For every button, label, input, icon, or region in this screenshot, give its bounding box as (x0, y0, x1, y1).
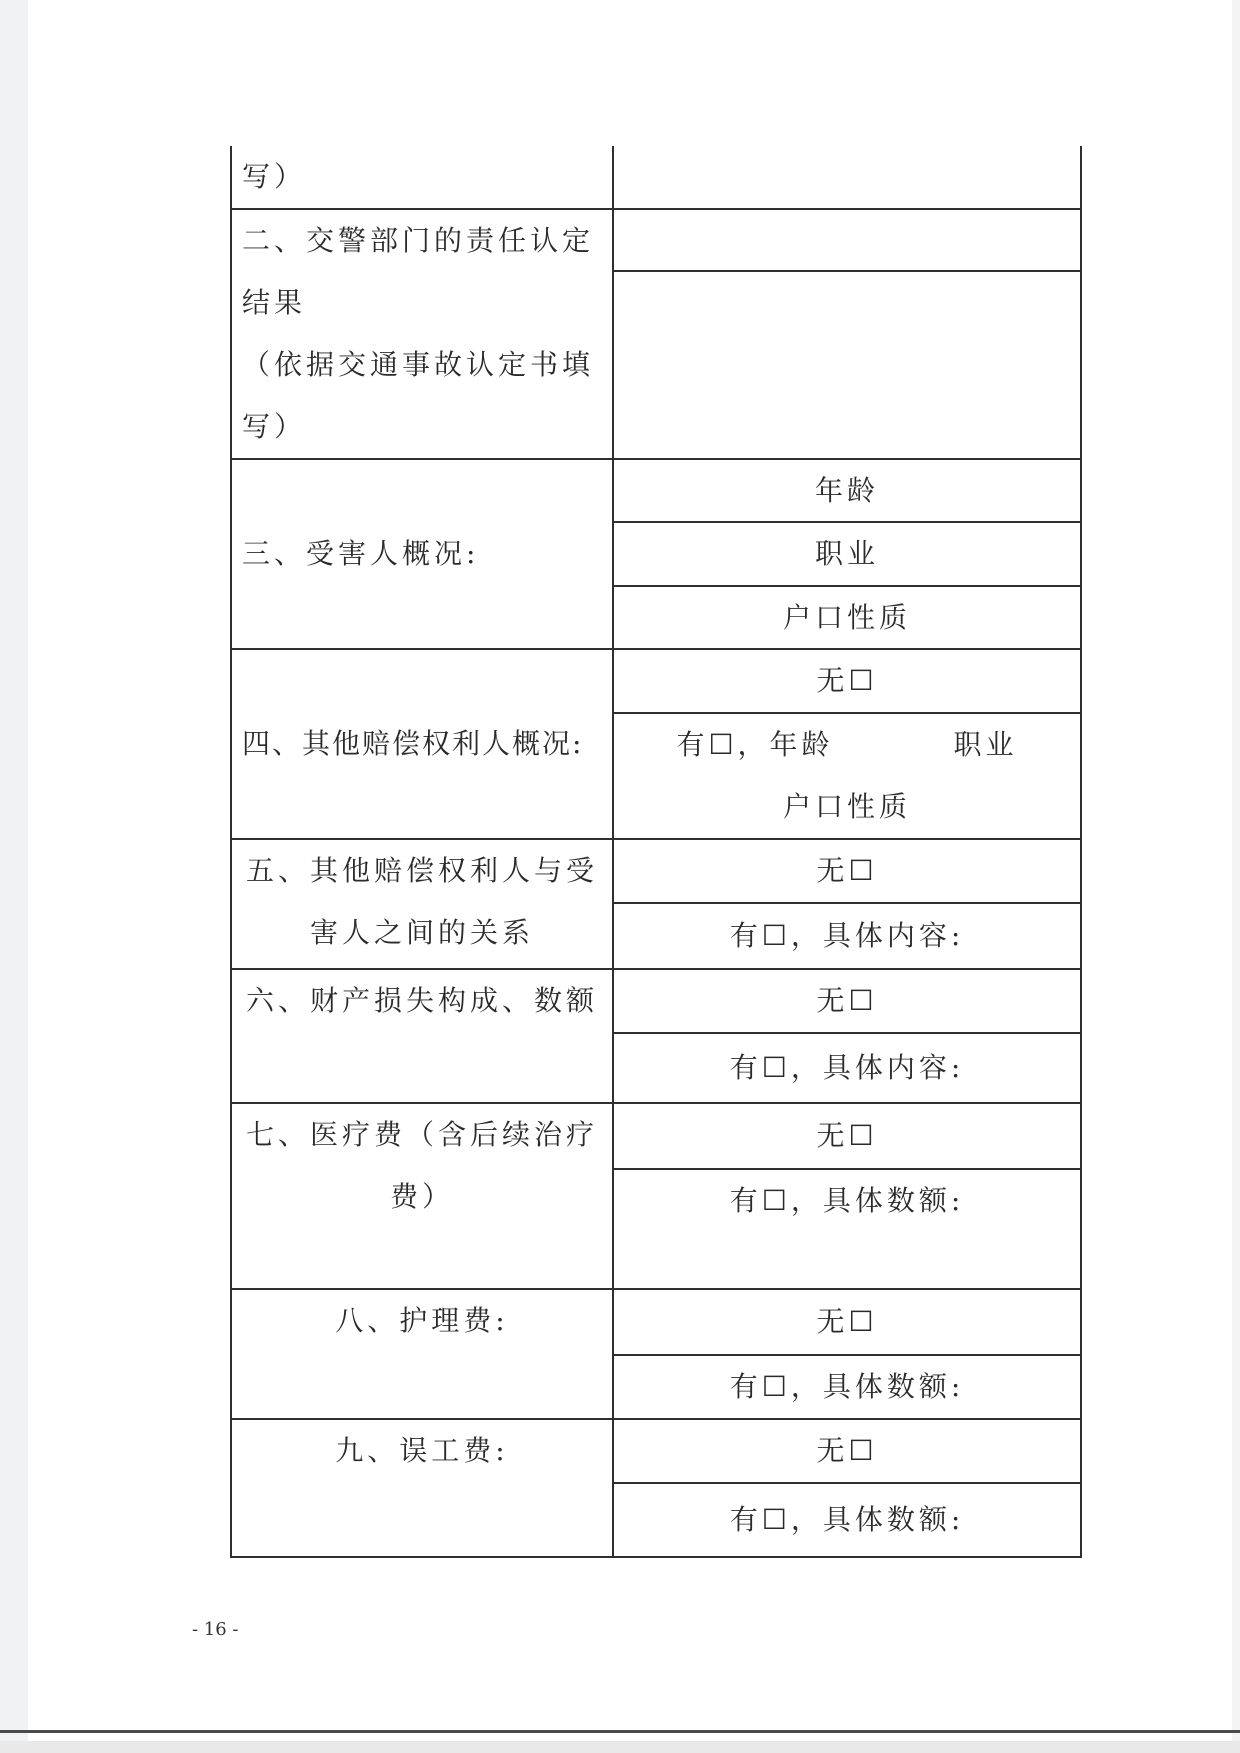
row7-has-option[interactable] (614, 1170, 1082, 1290)
row2-label-line4: 写） (242, 410, 307, 443)
row3-occupation[interactable] (614, 523, 1082, 587)
row7-label-line2: 费） (389, 1180, 454, 1213)
row7-none-option[interactable] (614, 1104, 1082, 1170)
row1-label (230, 146, 614, 210)
row3-label-text: 三、受害人概况: (242, 537, 480, 570)
row2-label-line3: （依据交通事故认定书填 (242, 348, 595, 381)
row2-label-line1: 二、交警部门的责任认定 (242, 224, 595, 257)
row8-has-option[interactable] (614, 1356, 1082, 1420)
row9-has-label: 有☐，具体数额: (729, 1503, 965, 1536)
row6-label-text: 六、财产损失构成、数额 (245, 984, 598, 1017)
row5-label (230, 840, 614, 970)
row9-label (230, 1420, 614, 1558)
row5-none-label: 无☐ (816, 854, 878, 887)
row5-none-option[interactable] (614, 840, 1082, 904)
row4-hukou-label: 户口性质 (782, 790, 911, 823)
scan-edge-left (0, 0, 28, 1753)
row4-occupation-label: 职业 (953, 728, 1018, 761)
row1-label-text: 写） (242, 160, 307, 193)
row7-label (230, 1104, 614, 1290)
row5-label-line2: 害人之间的关系 (309, 916, 534, 949)
row6-label (230, 970, 614, 1104)
row9-label-text: 九、误工费: (335, 1434, 509, 1467)
row7-label-line1: 七、医疗费（含后续治疗 (245, 1118, 598, 1151)
row4-none-option[interactable] (614, 650, 1082, 714)
row3-age[interactable] (614, 460, 1082, 523)
row8-none-label: 无☐ (816, 1305, 878, 1338)
scan-edge-bottom (0, 1741, 1240, 1753)
row4-none-label: 无☐ (816, 664, 878, 697)
row8-label-text: 八、护理费: (335, 1304, 509, 1337)
row4-has-line1 (614, 714, 1080, 776)
row4-has-option[interactable] (614, 714, 1082, 840)
row9-none-option[interactable] (614, 1420, 1082, 1484)
row4-has-age-label: 有☐，年龄 (676, 728, 834, 761)
page-number: - 16 - (192, 1619, 239, 1640)
row9-has-option[interactable] (614, 1484, 1082, 1558)
row7-none-label: 无☐ (816, 1119, 878, 1152)
row6-none-option[interactable] (614, 970, 1082, 1034)
row6-has-label: 有☐，具体内容: (729, 1051, 965, 1084)
row8-label (230, 1290, 614, 1420)
row3-occupation-label: 职业 (814, 537, 879, 570)
row3-label (230, 460, 614, 650)
row3-age-label: 年龄 (814, 473, 879, 507)
row2-label-line2: 结果 (242, 286, 307, 319)
row6-none-label: 无☐ (816, 984, 878, 1017)
row5-label-line1: 五、其他赔偿权利人与受 (245, 854, 598, 887)
row4-label (230, 650, 614, 840)
row8-has-label: 有☐，具体数额: (729, 1370, 965, 1403)
row4-label-text: 四、其他赔偿权利人概况: (242, 727, 584, 760)
row7-has-label: 有☐，具体数额: (729, 1184, 965, 1217)
form-table (230, 146, 1082, 1558)
row2-label (230, 210, 614, 460)
row1-value[interactable] (614, 146, 1082, 210)
row3-hukou-label: 户口性质 (782, 600, 911, 634)
row3-hukou[interactable] (614, 587, 1082, 650)
row9-none-label: 无☐ (816, 1434, 878, 1467)
scan-border-line (0, 1730, 1240, 1733)
row2-value-bottom[interactable] (614, 272, 1082, 460)
scan-edge-right (1232, 0, 1240, 1753)
row6-has-option[interactable] (614, 1034, 1082, 1104)
row5-has-option[interactable] (614, 904, 1082, 970)
row2-value-top[interactable] (614, 210, 1082, 272)
row5-has-label: 有☐，具体内容: (729, 919, 965, 952)
row8-none-option[interactable] (614, 1290, 1082, 1356)
